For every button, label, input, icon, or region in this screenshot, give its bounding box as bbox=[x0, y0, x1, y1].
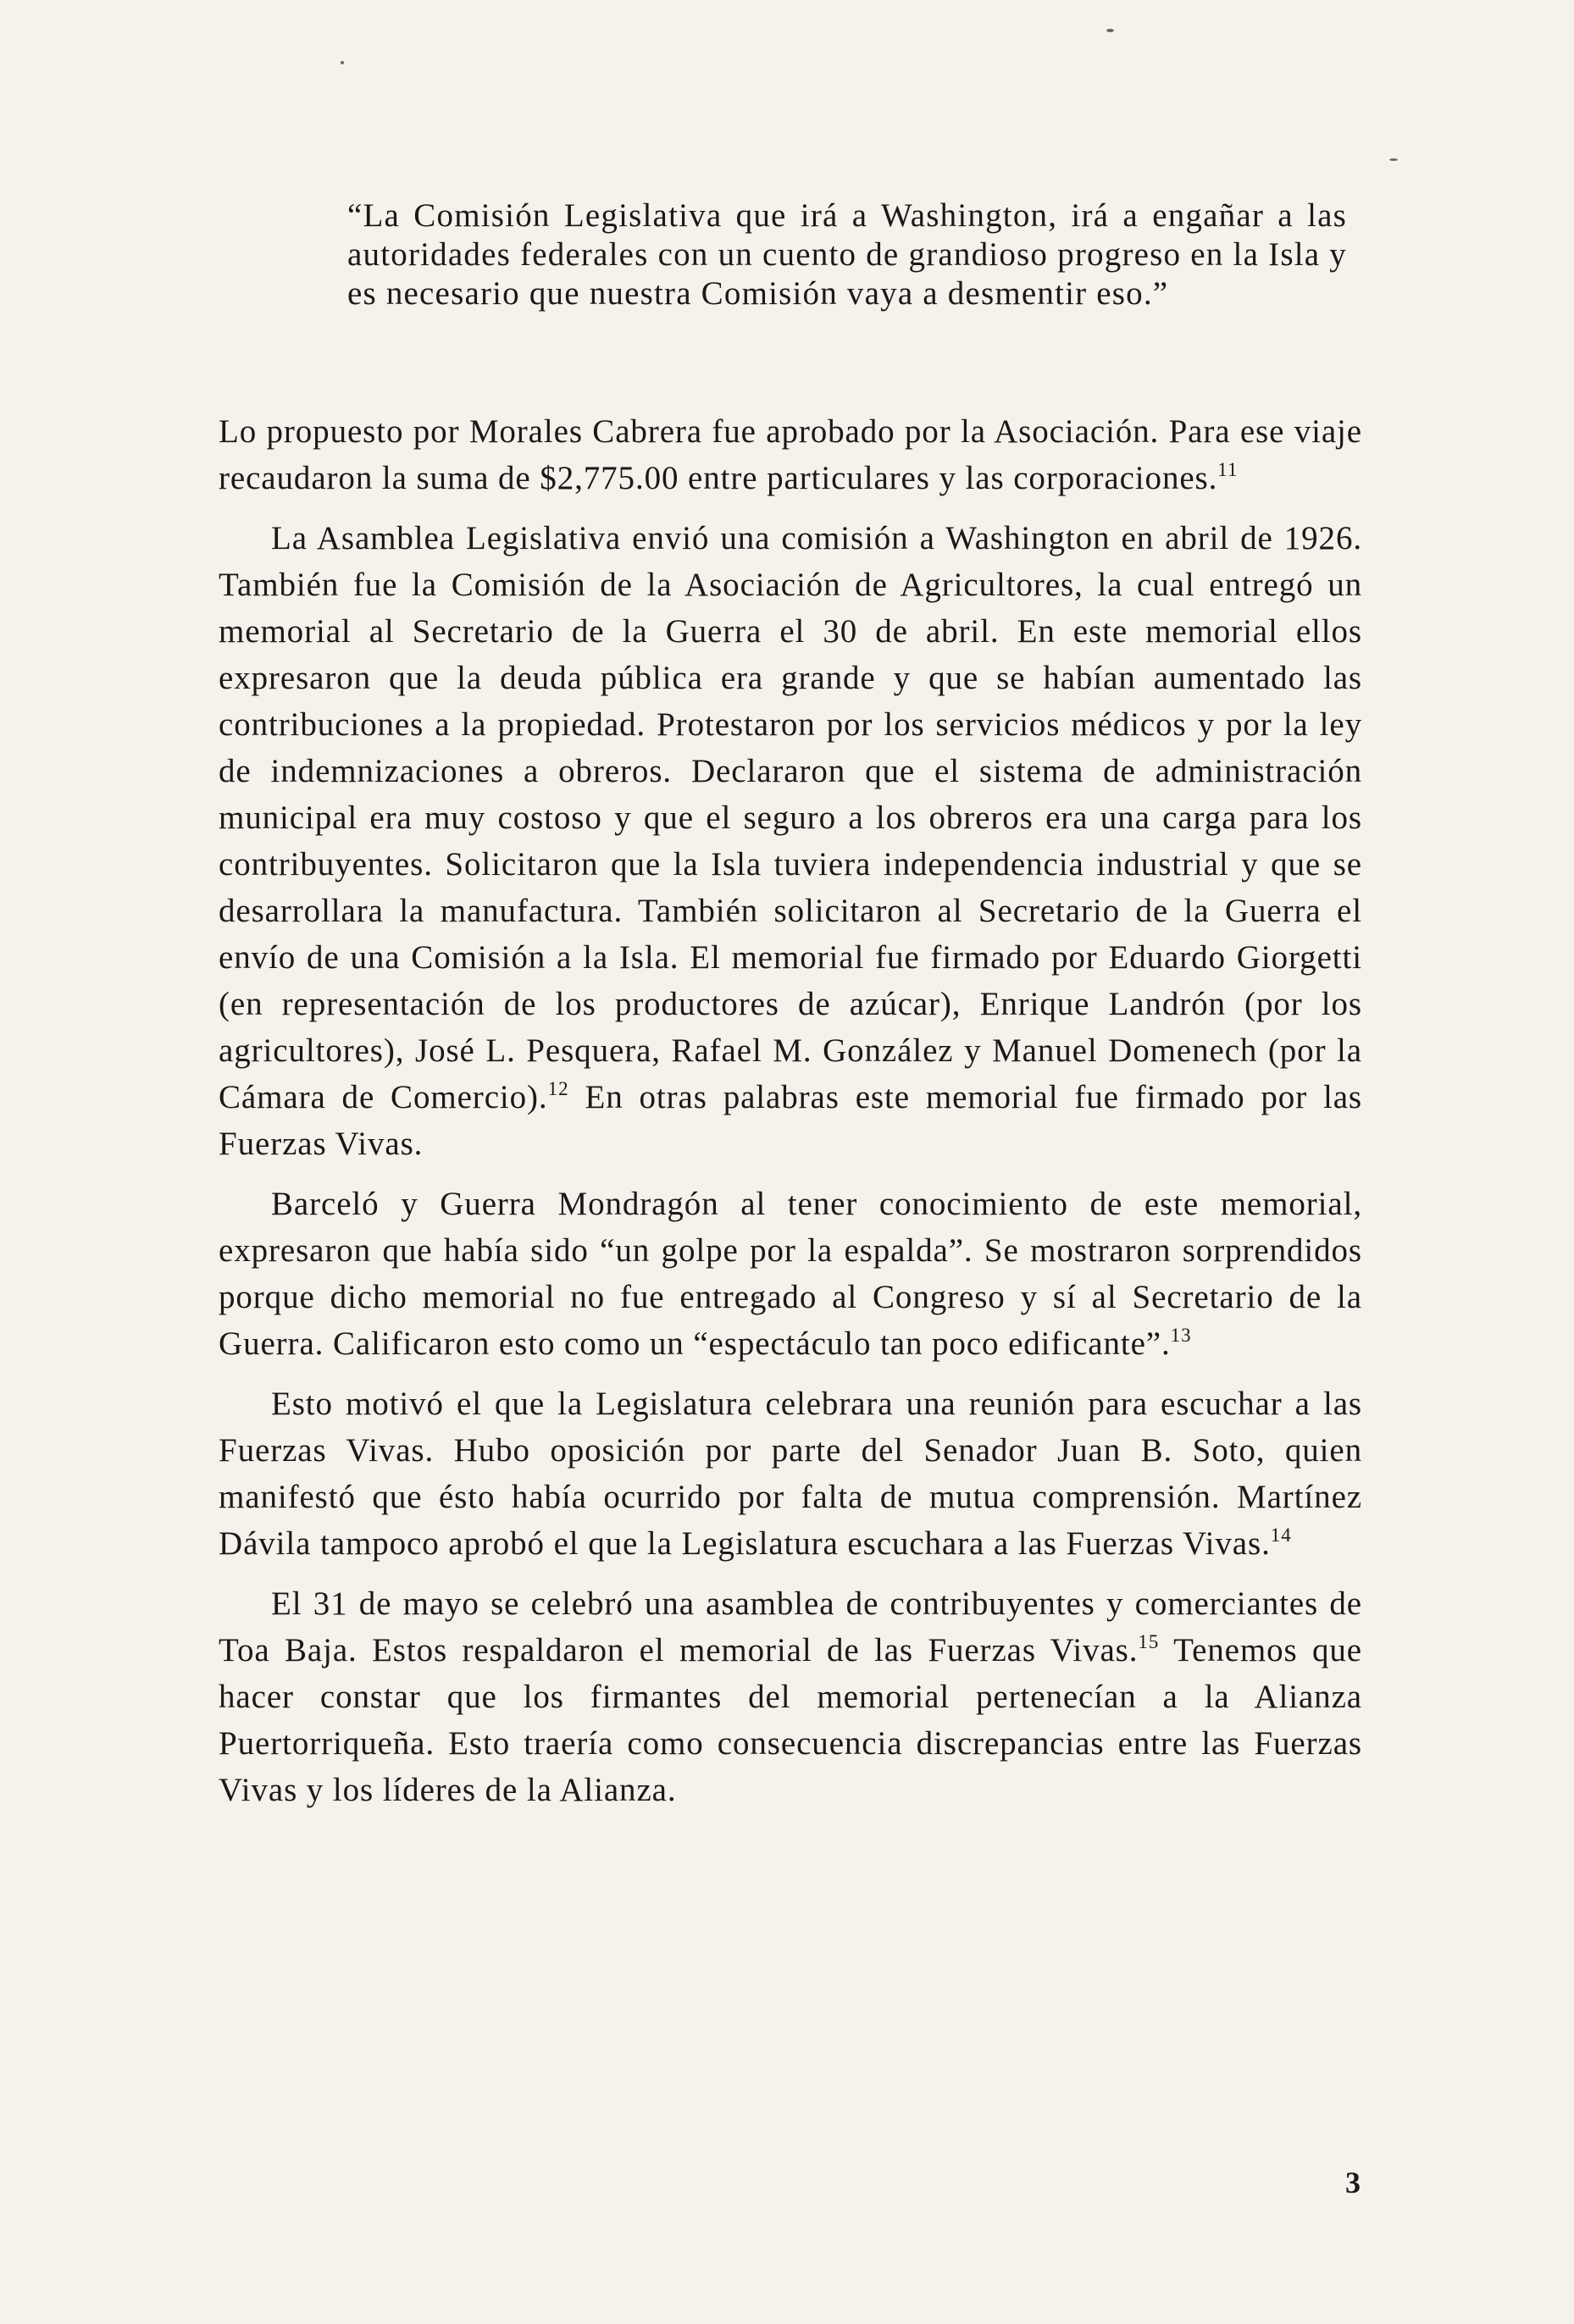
page-number: 3 bbox=[1345, 2166, 1361, 2200]
paragraph-text: Esto motivó el que la Legislatura celebrara una reunión para escuchar a las Fuerzas Vivas. Hubo oposición por parte del Senador Juan B. Soto, quien manifestó que ésto había ocurrido por falta de mutua comprensión. Martínez Dávila tampoco aprobó el que la Legislatura escuchara a las Fuerzas Vivas. bbox=[219, 1386, 1362, 1562]
paragraph bbox=[219, 1580, 1362, 1813]
paper-speck bbox=[1389, 158, 1398, 161]
paragraph bbox=[219, 515, 1362, 1167]
paragraph-text-continued: Tenemos que hacer constar que los firmantes del memorial pertenecían a la Alianza Puertorriqueña. Esto traería como consecuencia discrepancias entre las Fuerzas Vivas y los líderes de la Alianza. bbox=[219, 1632, 1362, 1808]
paragraph bbox=[219, 408, 1362, 501]
paper-speck bbox=[1106, 29, 1114, 32]
footnote-marker: 11 bbox=[1217, 459, 1239, 480]
footnote-marker: 15 bbox=[1138, 1631, 1160, 1652]
paragraph-text: Barceló y Guerra Mondragón al tener conocimiento de este memorial, expresaron que había sido “un golpe por la espalda”. Se mostraron sorprendidos porque dicho memorial no fue entregado al Congreso y sí al Secretario de la Guerra. Calificaron esto como un “espectáculo tan poco edificante”. bbox=[219, 1186, 1362, 1362]
paper-speck bbox=[341, 61, 344, 64]
paragraph bbox=[219, 1181, 1362, 1367]
footnote-marker: 12 bbox=[547, 1078, 569, 1099]
paragraph-text-continued: En otras palabras este memorial fue firmado por las Fuerzas Vivas. bbox=[219, 1079, 1362, 1162]
footnote-marker: 13 bbox=[1170, 1325, 1192, 1346]
block-quote: “La Comisión Legislativa que irá a Washington, irá a engañar a las autoridades federales con un cuento de grandioso progreso en la Isla y es necesario que nuestra Comisión vaya a desmentir eso.” bbox=[347, 197, 1347, 312]
paragraph-text: El 31 de mayo se celebró una asamblea de contribuyentes y comerciantes de Toa Baja. Estos respaldaron el memorial de las Fuerzas Vivas. bbox=[219, 1585, 1362, 1668]
body-text bbox=[219, 408, 1362, 1827]
footnote-marker: 14 bbox=[1270, 1524, 1292, 1546]
paragraph-text: La Asamblea Legislativa envió una comisión a Washington en abril de 1926. También fue la Comisión de la Asociación de Agricultores, la cual entregó un memorial al Secretario de la Guerra el 30 de abril. En este memorial ellos expresaron que la deuda pública era grande y que se habían aumentado las contribuciones a la propiedad. Protestaron por los servicios médicos y por la ley de indemnizaciones a obreros. Declararon que el sistema de administración municipal era muy costoso y que el seguro a los obreros era una carga para los contribuyentes. Solicitaron que la Isla tuviera independencia industrial y que se desarrollara la manufactura. También solicitaron al Secretario de la Guerra el envío de una Comisión a la Isla. El memorial fue firmado por Eduardo Giorgetti (en representación de los productores de azúcar), Enrique Landrón (por los agricultores), José L. Pesquera, Rafael M. González y Manuel Domenech (por la Cámara de Comercio). bbox=[219, 520, 1362, 1115]
paragraph bbox=[219, 1381, 1362, 1567]
paragraph-text: Lo propuesto por Morales Cabrera fue aprobado por la Asociación. Para ese viaje recaudaron la suma de $2,775.00 entre particulares y las corporaciones. bbox=[219, 413, 1362, 496]
